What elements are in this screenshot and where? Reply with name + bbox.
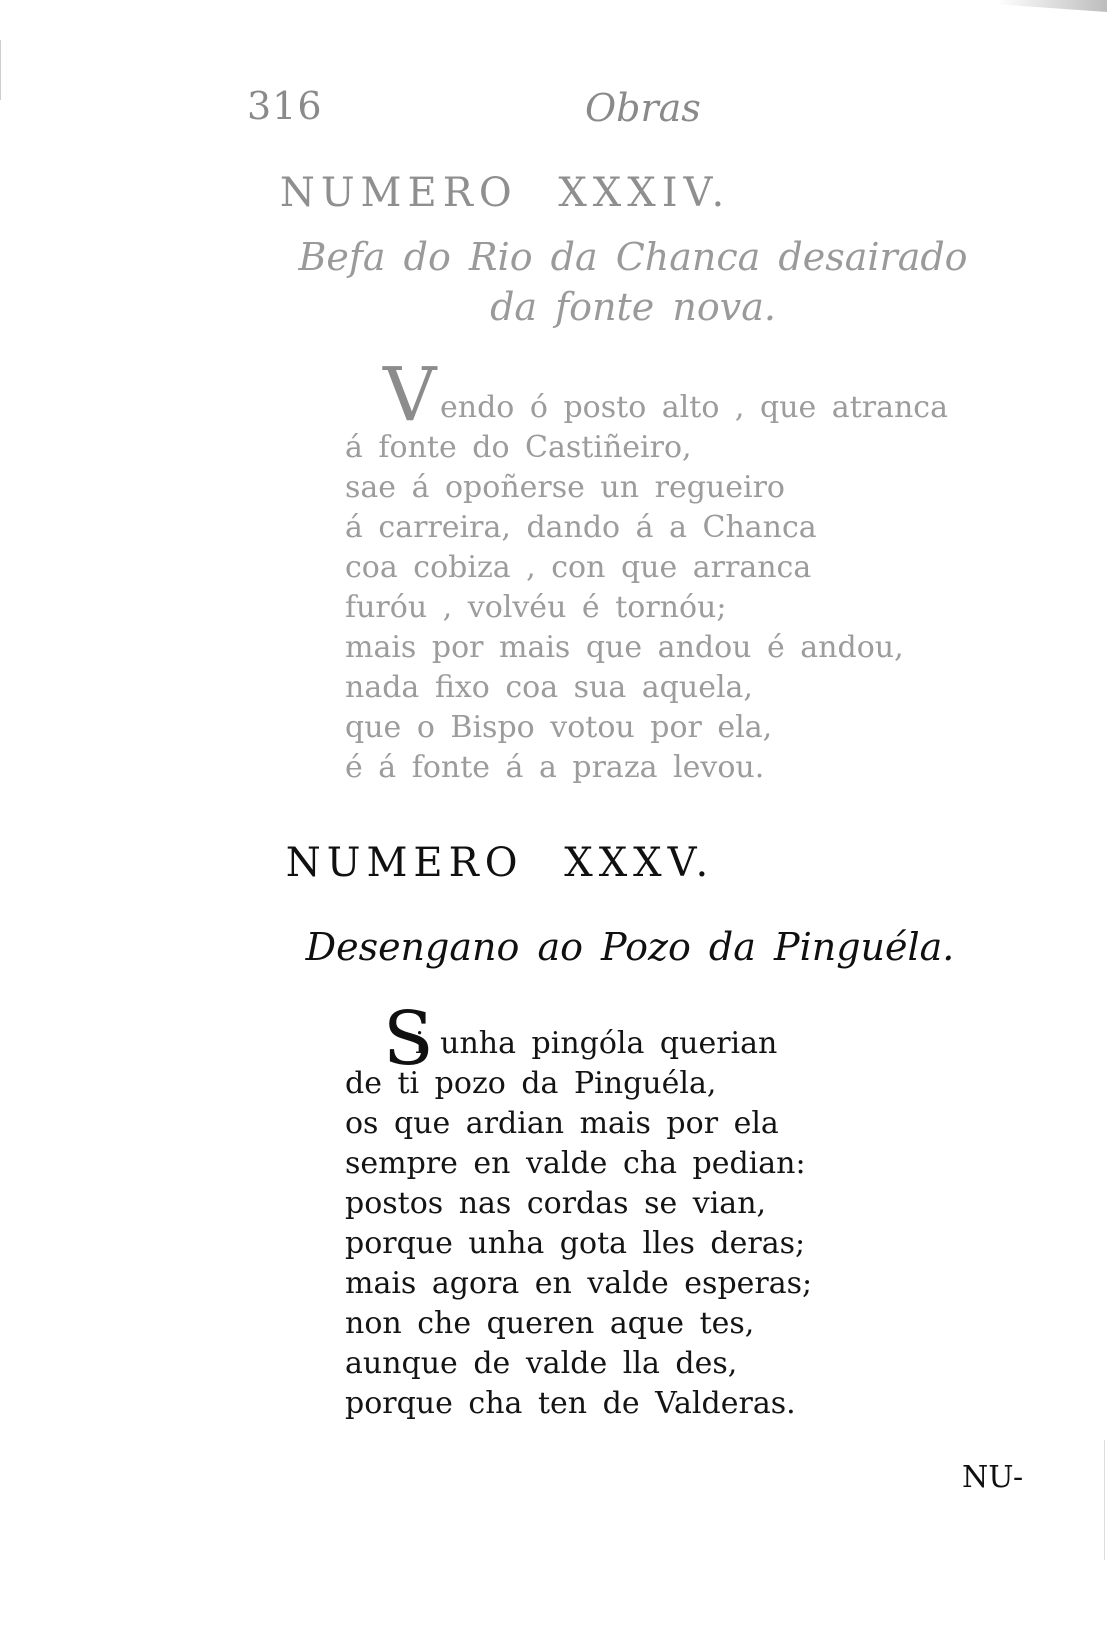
poem-line: porque cha ten de Valderas. [345, 1386, 796, 1421]
page-edge-shadow [997, 0, 1107, 12]
running-title: Obras [585, 86, 701, 130]
section-35-poem [345, 996, 865, 1424]
poem-line: á fonte do Castiñeiro, [345, 430, 692, 465]
poem-line: sae á opoñerse un regueiro [345, 470, 785, 505]
section-35-subtitle: Desengano ao Pozo da Pinguéla. [305, 925, 955, 969]
poem-line: non che queren aque tes, [345, 1306, 755, 1341]
page-number: 316 [247, 84, 323, 128]
poem-line: mais agora en valde esperas; [345, 1266, 813, 1301]
poem-line: mais por mais que andou é andou, [345, 630, 904, 665]
poem-line-text: i unha pingóla querian [415, 1026, 778, 1061]
poem-line: furóu , volvéu é tornóu; [345, 590, 727, 625]
poem-line: nada fixo coa sua aquela, [345, 670, 753, 705]
section-34-subtitle-line-2: da fonte nova. [490, 285, 776, 329]
section-34-heading: NUMERO XXXIV. [279, 170, 731, 216]
poem-line-text: endo ó posto alto , que atranca [440, 390, 948, 425]
poem-line: porque unha gota lles deras; [345, 1226, 806, 1261]
catchword: NU- [962, 1460, 1024, 1495]
poem-line: coa cobiza , con que arranca [345, 550, 812, 585]
section-34-subtitle [288, 232, 978, 332]
section-34-poem [345, 352, 965, 788]
poem-line: de ti pozo da Pinguéla, [345, 1066, 717, 1101]
poem-line: os que ardian mais por ela [345, 1106, 779, 1141]
section-35-heading: NUMERO XXXV. [285, 840, 715, 886]
drop-cap: V [383, 352, 437, 438]
section-34-subtitle-line-1: Befa do Rio da Chanca desairado [298, 235, 968, 279]
poem-line: postos nas cordas se vian, [345, 1186, 767, 1221]
poem-line: é á fonte á a praza levou. [345, 750, 765, 785]
right-margin-mark [1104, 1440, 1105, 1560]
poem-line: que o Bispo votou por ela, [345, 710, 773, 745]
poem-line: á carreira, dando á a Chanca [345, 510, 817, 545]
drop-cap: S [383, 996, 434, 1082]
poem-line [345, 352, 965, 438]
poem-line: sempre en valde cha pedian: [345, 1146, 806, 1181]
poem-line [345, 996, 865, 1082]
left-margin-mark [0, 40, 1, 100]
poem-line: aunque de valde lla des, [345, 1346, 738, 1381]
